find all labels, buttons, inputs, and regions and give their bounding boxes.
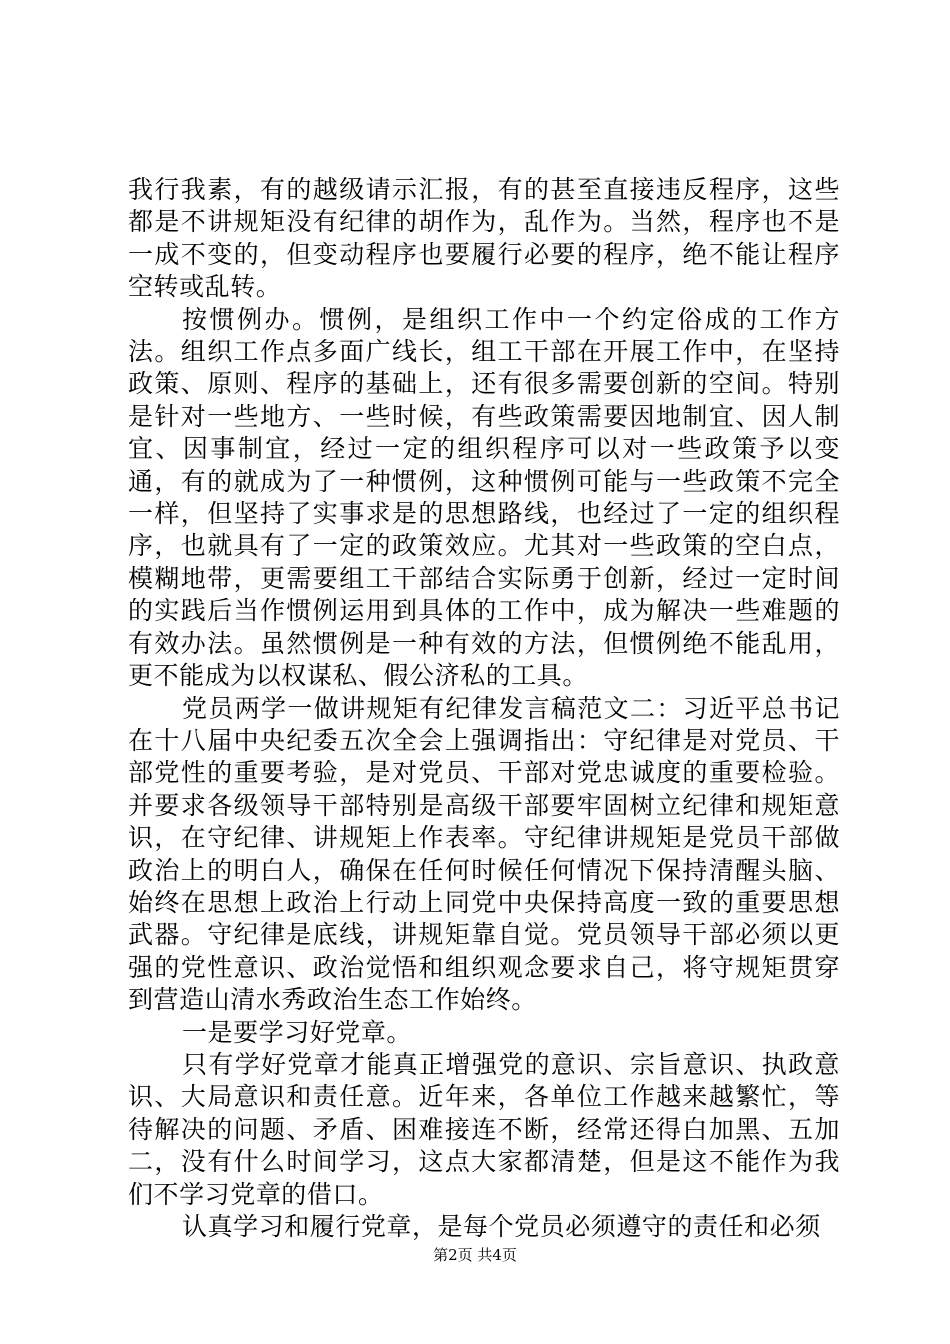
- paragraph-4: 一是要学习好党章。: [182, 1017, 412, 1047]
- paragraph-6: 认真学习和履行党章，是每个党员必须遵守的责任和必须: [182, 1212, 821, 1241]
- paragraph-1: 我行我素，有的越级请示汇报，有的甚至直接违反程序，这些都是不讲规矩没有纪律的胡作为，乱作为。当然，程序也不是一成不变的，但变动程序也要履行必要的程序，绝不能让程序空转或乱转。: [128, 175, 840, 302]
- document-body: [128, 174, 840, 1243]
- page-number-footer: 第2页 共4页: [433, 1246, 517, 1264]
- paragraph-2: 按惯例办。惯例，是组织工作中一个约定俗成的工作方法。组织工作点多面广线长，组工干部在开展工作中，在坚持政策、原则、程序的基础上，还有很多需要创新的空间。特别是针对一些地方、一些时候，有些政策需要因地制宜、因人制宜、因事制宜，经过一定的组织程序可以对一些政策予以变通，有的就成为了一种惯例，这种惯例可能与一些政策不完全一样，但坚持了实事求是的思想路线，也经过了一定的组织程序，也就具有了一定的政策效应。尤其对一些政策的空白点，模糊地带，更需要组工干部结合实际勇于创新，经过一定时间的实践后当作惯例运用到具体的工作中，成为解决一些难题的有效办法。虽然惯例是一种有效的方法，但惯例绝不能乱用，更不能成为以权谋私、假公济私的工具。: [128, 304, 840, 691]
- paragraph-5: 只有学好党章才能真正增强党的意识、宗旨意识、执政意识、大局意识和责任意。近年来，各单位工作越来越繁忙，等待解决的问题、矛盾、困难接连不断，经常还得白加黑、五加二，没有什么时间学习，这点大家都清楚，但是这不能作为我们不学习党章的借口。: [128, 1049, 840, 1209]
- paragraph-3: 党员两学一做讲规矩有纪律发言稿范文二：习近平总书记在十八届中央纪委五次全会上强调指出：守纪律是对党员、干部党性的重要考验，是对党员、干部对党忠诚度的重要检验。并要求各级领导干部特别是高级干部要牢固树立纪律和规矩意识，在守纪律、讲规矩上作表率。守纪律讲规矩是党员干部做政治上的明白人，确保在任何时候任何情况下保持清醒头脑、始终在思想上政治上行动上同党中央保持高度一致的重要思想武器。守纪律是底线，讲规矩靠自觉。党员领导干部必须以更强的党性意识、政治觉悟和组织观念要求自己，将守规矩贯穿到营造山清水秀政治生态工作始终。: [128, 693, 840, 1015]
